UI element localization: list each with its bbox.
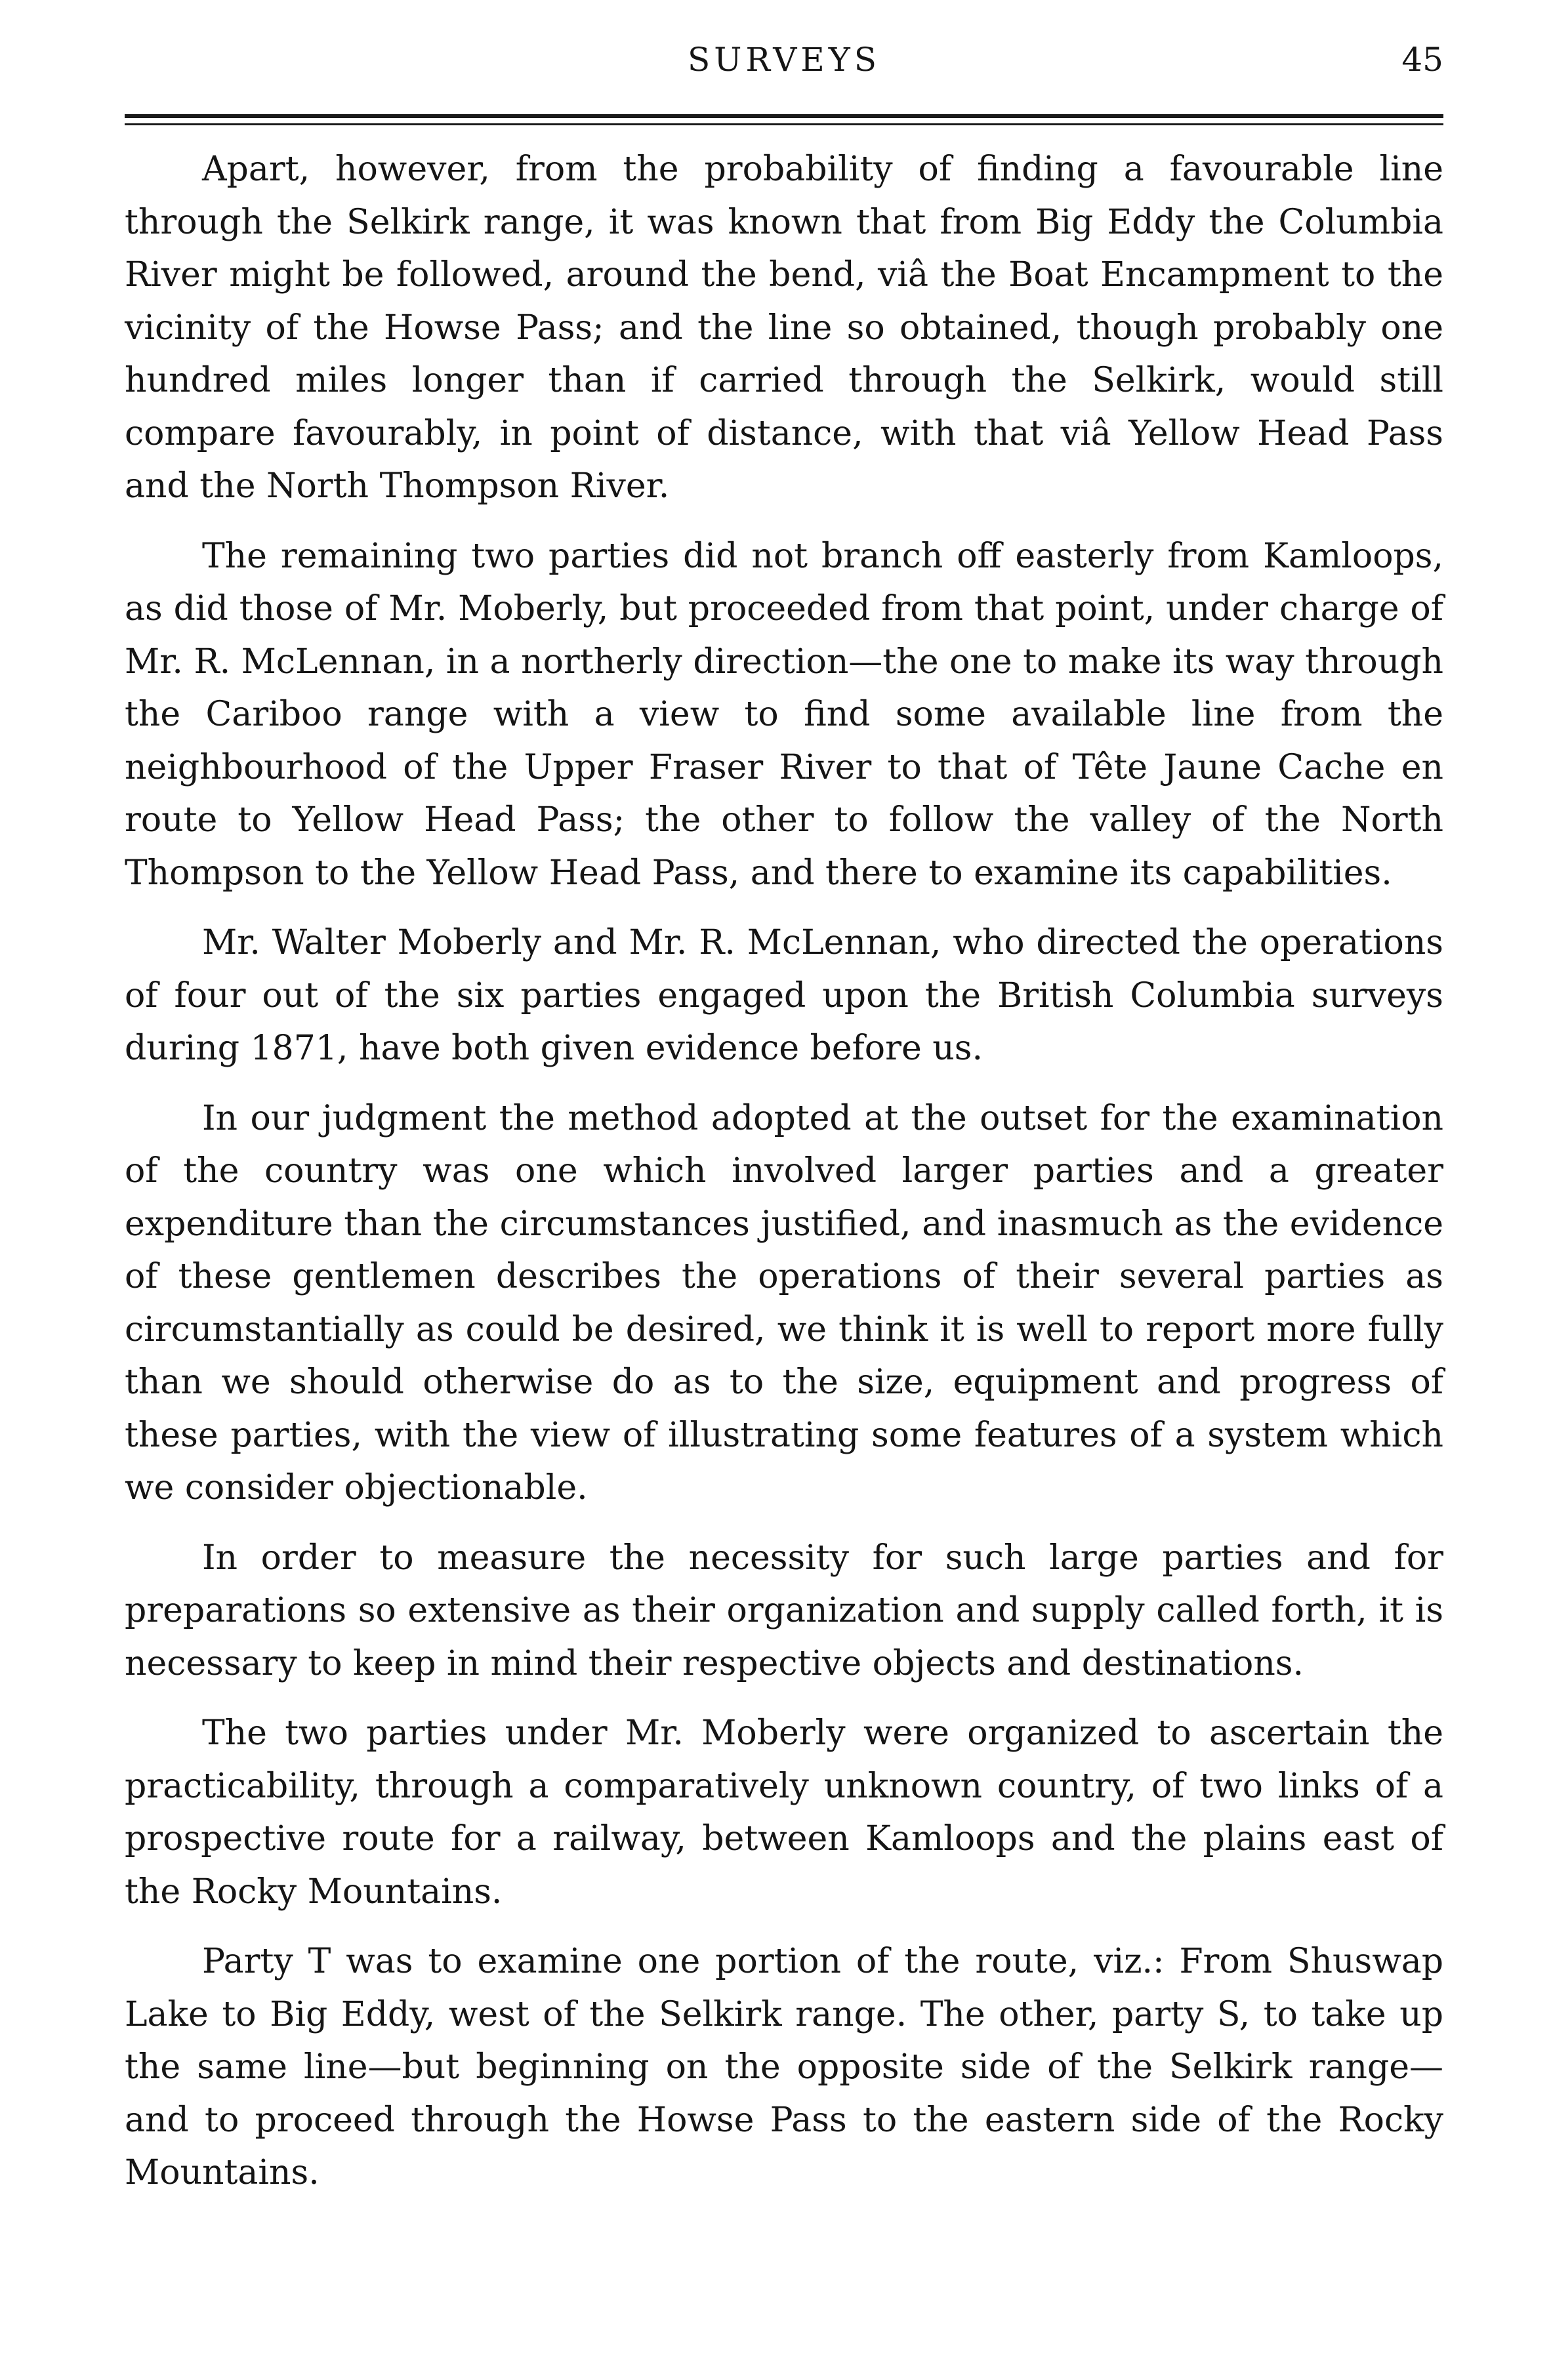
page-number: 45 <box>1401 41 1443 79</box>
paragraph-2: The remaining two parties did not branch off easterly from Kamloops, as did those of Mr. Moberly, but proceeded from that point, under charge of Mr. R. McLennan, in a northerly direction—the one to make its way through the Cariboo range with a view to find some available line from the neighbourhood of the Upper Fraser River to that of Tête Jaune Cache en route to Yellow Head Pass; the other to follow the valley of the North Thompson to the Yellow Head Pass, and there to examine its capabilities. <box>125 536 1443 893</box>
header-rule-thick <box>125 114 1443 118</box>
paragraph-3: Mr. Walter Moberly and Mr. R. McLennan, who directed the operations of four out of the six parties engaged upon the British Columbia surveys during 1871, have both given evidence before us. <box>125 923 1443 1068</box>
running-title: SURVEYS <box>687 41 881 79</box>
header-rule-thin <box>125 123 1443 125</box>
paragraph-7: Party T was to examine one portion of the route, viz.: From Shuswap Lake to Big Eddy, west of the Selkirk range. The other, party S, to take up the same line—but beginning on the opposite side of the Selkirk range—and to proceed through the Howse Pass to the eastern side of the Rocky Mountains. <box>125 1942 1443 2192</box>
paragraph-4: In our judgment the method adopted at the outset for the examination of the country was one which involved larger parties and a greater expenditure than the circumstances justified, and inasmuch as the evidence of these gentlemen describes the operations of their several parties as circumstantially as could be desired, we think it is well to report more fully than we should otherwise do as to the size, equipment and progress of these parties, with the view of illustrating some features of a system which we consider objectionable. <box>125 1098 1443 1508</box>
paragraph-6: The two parties under Mr. Moberly were organized to ascertain the practicability, through a comparatively unknown country, of two links of a prospective route for a railway, between Kamloops and the plains east of the Rocky Mountains. <box>125 1713 1443 1912</box>
running-head <box>125 41 1443 87</box>
body-text <box>125 143 1443 2217</box>
paragraph-5: In order to measure the necessity for such large parties and for preparations so extensive as their organization and supply called forth, it is necessary to keep in mind their respective objects and destinations. <box>125 1538 1443 1683</box>
paragraph-1: Apart, however, from the probability of finding a favourable line through the Selkirk range, it was known that from Big Eddy the Columbia River might be followed, around the bend, viâ the Boat Encampment to the vicinity of the Howse Pass; and the line so obtained, though probably one hundred miles longer than if carried through the Selkirk, would still compare favourably, in point of distance, with that viâ Yellow Head Pass and the North Thompson River. <box>125 150 1443 506</box>
